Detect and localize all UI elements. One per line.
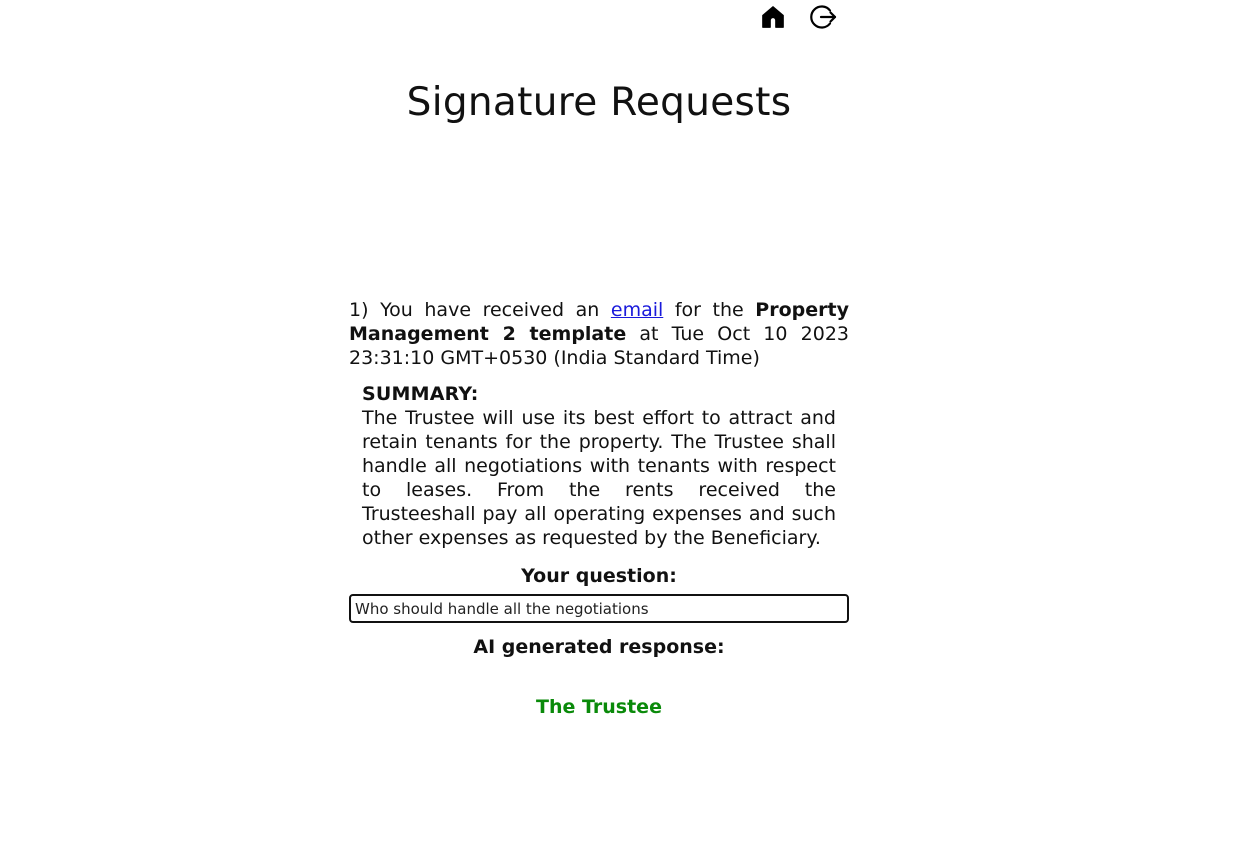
request-text-after-link: for the <box>674 299 744 321</box>
request-text-before-link: You have received an <box>380 299 600 321</box>
question-input[interactable] <box>349 594 849 623</box>
logout-button[interactable] <box>809 3 837 31</box>
summary-body: The Trustee will use its best effort to attract and retain tenants for the property. The Trustee shall handle all negotiations with tenants with respect to leases. From the rents received the Trusteeshall pay all operating expenses and such other expenses as requested by the Beneficiary. <box>362 407 836 549</box>
request-text-before-date: at <box>639 323 659 345</box>
home-icon <box>760 4 786 30</box>
response-label: AI generated response: <box>473 636 725 658</box>
email-link[interactable]: email <box>610 299 664 321</box>
signature-request-item <box>349 298 849 719</box>
home-button[interactable] <box>759 3 787 31</box>
top-nav <box>759 3 837 31</box>
request-index: 1) <box>349 299 369 321</box>
page-title: Signature Requests <box>406 80 792 125</box>
template-name: Property Management 2 template <box>349 299 849 345</box>
summary-section <box>362 382 836 550</box>
summary-heading: SUMMARY: <box>362 383 479 405</box>
request-description <box>349 298 849 370</box>
logout-icon <box>809 3 837 31</box>
received-timestamp: Tue Oct 10 2023 23:31:10 GMT+0530 (India Standard Time) <box>349 323 849 369</box>
question-label: Your question: <box>521 565 677 587</box>
ai-response-text: The Trustee <box>536 696 662 718</box>
